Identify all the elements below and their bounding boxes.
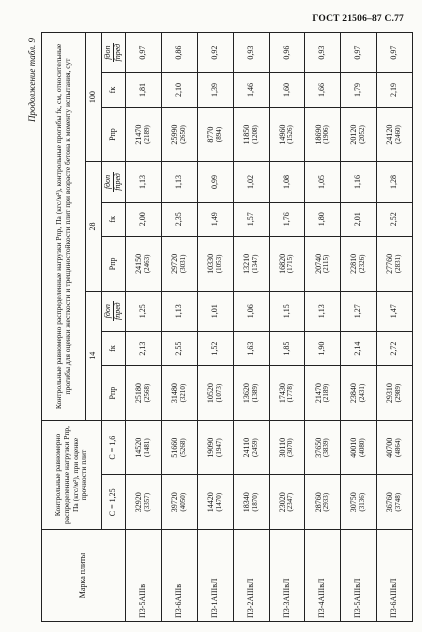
f-cell [269,202,305,236]
age-header: 14 [86,291,102,420]
p-kgf: (1347) [250,254,259,274]
p-value: 18690 [313,124,323,145]
p-value: 25180 [134,383,144,404]
ratio-numerator: fдоп [104,172,114,192]
value: 1,81 [138,83,148,98]
ratio-cell [341,162,377,202]
c16-cell [377,420,413,475]
c125-cell [161,475,197,530]
value: 1,13 [317,304,327,319]
c125-value: 32920 [134,492,144,513]
p-header: Pпр [102,237,126,292]
f-cell [341,73,377,107]
load-table [41,32,413,622]
value: 1,08 [281,174,291,189]
value: 1,13 [138,174,148,189]
table-continuation-caption: Продолжение табл. 9 [27,38,37,122]
f-cell [161,202,197,236]
value: П3-5АIIIв [138,584,148,618]
value: 1,60 [281,83,291,98]
value: 1,16 [353,174,363,189]
p-value: 27760 [385,253,395,274]
c125-kgf: (3357) [142,492,151,512]
p-value: 22810 [349,253,359,274]
p-kgf: (894) [214,126,223,143]
ratio-fraction [104,43,123,63]
mark-cell [197,530,233,622]
c125-cell [126,475,162,530]
f-cell [126,202,162,236]
p-kgf: (2052) [358,125,367,144]
c125-value: 36760 [385,492,395,513]
value: 2,13 [138,341,148,356]
value: 0,92 [209,45,219,60]
c16-kgf: (1947) [214,438,223,458]
table-row [269,33,305,622]
ratio-denominator: fпред [113,302,122,321]
table-row [126,33,162,622]
value: П3-4АIIIвЛ [317,578,327,618]
ratio-cell [305,291,341,331]
mark-cell [161,530,197,622]
c16-value: 30110 [277,437,287,458]
p-cell [233,237,269,292]
ratio-cell [377,291,413,331]
table-row [377,33,413,622]
value: 1,47 [389,304,399,319]
value: 2,10 [173,83,183,98]
ratio-denominator: fпред [113,173,122,191]
p-value: 24120 [385,124,395,145]
c16-cell [305,420,341,475]
table-row [341,33,377,622]
ratio-fraction [104,301,123,321]
value: 2,19 [389,83,399,98]
c16-cell [233,420,269,475]
f-header: fк [102,331,126,365]
age-header: 28 [86,162,102,291]
p-cell [126,107,162,162]
value: 0,97 [353,45,363,60]
mark-cell [233,530,269,622]
value: 2,14 [353,341,363,356]
f-cell [377,202,413,236]
ratio-cell [341,291,377,331]
c125-kgf: (1870) [250,492,259,512]
p-kgf: (2989) [394,383,403,403]
table-row [161,33,197,622]
ratio-cell [197,291,233,331]
p-cell [341,107,377,162]
mark-cell [377,530,413,622]
c125-kgf: (2347) [286,492,295,512]
value: 1,27 [353,304,363,319]
p-cell [197,107,233,162]
c16-kgf: (3070) [286,438,295,458]
p-kgf: (1778) [286,383,295,403]
f-cell [126,331,162,365]
ratio-cell [197,33,233,73]
rotated-sheet [25,32,415,622]
p-cell [305,366,341,421]
p-cell [377,107,413,162]
value: 1,90 [317,341,327,356]
ratio-cell [269,291,305,331]
p-kgf: (2463) [142,254,151,274]
p-kgf: (2568) [142,383,151,403]
p-cell [233,107,269,162]
ratio-cell [126,162,162,202]
value: 1,02 [245,174,255,189]
p-cell [305,237,341,292]
value: 1,76 [281,212,291,227]
p-kgf: (2326) [358,254,367,274]
value: 0,99 [209,174,219,189]
c125-cell [377,475,413,530]
c125-value: 28760 [313,492,323,513]
c125-value: 39720 [170,492,180,513]
ratio-cell [126,291,162,331]
f-cell [269,73,305,107]
ratio-numerator: fдоп [104,43,114,63]
c16-cell [269,420,305,475]
value: 1,80 [317,212,327,227]
p-cell [341,237,377,292]
p-kgf: (2431) [358,383,367,403]
table-row [233,33,269,622]
c125-kgf: (3748) [394,492,403,512]
p-kgf: (2189) [142,125,151,144]
value: 1,01 [209,304,219,319]
ratio-cell [377,162,413,202]
p-value: 13620 [241,383,251,404]
ratio-header [102,291,126,331]
ratio-cell [269,162,305,202]
c16-value: 24110 [241,437,251,458]
p-value: 29310 [385,383,395,404]
p-value: 8770 [205,126,215,143]
p-cell [197,237,233,292]
value: П3-1АIIIвЛ [209,578,219,618]
value: 2,35 [173,212,183,227]
value: 1,63 [245,341,255,356]
p-cell [269,366,305,421]
p-kgf: (1715) [286,254,295,274]
p-kgf: (3210) [178,383,187,403]
ratio-cell [305,162,341,202]
mark-cell [341,530,377,622]
p-kgf: (1906) [322,125,331,144]
ratio-numerator: fдоп [104,301,114,321]
value: 1,25 [138,304,148,319]
value: 1,52 [209,341,219,356]
c16-kgf: (4864) [394,438,403,458]
p-cell [233,366,269,421]
value: 1,15 [281,304,291,319]
p-kgf: (2831) [394,254,403,274]
value: 1,13 [173,304,183,319]
c16-value: 37650 [313,437,323,458]
value: 1,46 [245,83,255,98]
c16-value: 51660 [170,437,180,458]
value: 2,01 [353,212,363,227]
p-kgf: (3031) [178,254,187,274]
value: 2,72 [389,341,399,356]
f-cell [305,331,341,365]
p-cell [305,107,341,162]
f-cell [126,73,162,107]
p-value: 11850 [241,124,251,145]
f-cell [341,331,377,365]
ratio-cell [197,162,233,202]
value: 0,97 [138,45,148,60]
ratio-cell [377,33,413,73]
value: 1,28 [389,174,399,189]
page-header: ГОСТ 21506–87 С.77 [312,14,404,24]
p-cell [161,237,197,292]
value: 1,13 [173,174,183,189]
p-kgf: (2650) [178,125,187,144]
ratio-cell [126,33,162,73]
p-value: 20120 [349,124,359,145]
p-value: 31480 [170,383,180,404]
f-cell [269,331,305,365]
f-header: fк [102,202,126,236]
c125-header: C = 1,25 [102,475,126,530]
value: 1,05 [317,174,327,189]
p-kgf: (1526) [286,125,295,144]
c125-kgf: (3136) [358,492,367,512]
c16-cell [341,420,377,475]
f-cell [161,73,197,107]
mark-header: Марка плиты [42,530,126,622]
c16-cell [161,420,197,475]
f-cell [377,73,413,107]
p-header: Pпр [102,107,126,162]
control-load-header: Контрольные равномерно распределенные нагрузки Рпр, Па (кгс/м²), при оценке прочности плит [42,420,102,529]
table-row [197,33,233,622]
p-value: 14960 [277,124,287,145]
p-cell [197,366,233,421]
ratio-cell [161,33,197,73]
value: 1,79 [353,83,363,98]
ratio-header [102,162,126,202]
c16-kgf: (1481) [142,438,151,458]
value: 1,57 [245,212,255,227]
value: 1,66 [317,83,327,98]
p-value: 20740 [313,253,323,274]
value: П3-5АIIIвЛ [353,578,363,618]
c125-value: 30750 [349,492,359,513]
f-cell [233,331,269,365]
p-kgf: (1053) [214,254,223,274]
ratio-denominator: fпред [113,43,122,62]
f-cell [233,202,269,236]
p-value: 10520 [205,383,215,404]
value: 0,86 [173,45,183,60]
c125-value: 18340 [241,492,251,513]
mark-cell [269,530,305,622]
value: П3-6АIIIв [173,584,183,618]
c125-kgf: (1470) [214,492,223,512]
value: 0,97 [389,45,399,60]
p-cell [341,366,377,421]
p-kgf: (2115) [322,254,331,274]
p-kgf: (1073) [214,383,223,403]
value: 2,55 [173,341,183,356]
p-value: 21470 [134,124,144,145]
mark-cell [305,530,341,622]
f-cell [197,331,233,365]
p-cell [161,107,197,162]
c125-value: 23020 [277,492,287,513]
c125-kgf: (4050) [178,492,187,512]
c16-header: C = 1,6 [102,420,126,475]
f-cell [233,73,269,107]
c16-kgf: (4080) [358,438,367,458]
p-value: 16820 [277,253,287,274]
c125-cell [269,475,305,530]
ratio-cell [161,162,197,202]
f-cell [305,202,341,236]
c125-cell [233,475,269,530]
c125-cell [341,475,377,530]
c16-value: 40700 [385,437,395,458]
ratio-cell [161,291,197,331]
mark-cell [126,530,162,622]
p-value: 13210 [241,253,251,274]
p-cell [377,237,413,292]
p-cell [126,366,162,421]
p-value: 21470 [313,383,323,404]
p-cell [161,366,197,421]
ratio-header [102,33,126,73]
value: 1,39 [209,83,219,98]
p-value: 24150 [134,253,144,274]
f-cell [377,331,413,365]
p-value: 25990 [170,124,180,145]
ratio-cell [341,33,377,73]
c16-kgf: (5268) [178,438,187,458]
p-kgf: (1208) [250,125,259,144]
c16-kgf: (2459) [250,438,259,458]
value: 2,00 [138,212,148,227]
ratio-cell [305,33,341,73]
p-cell [269,107,305,162]
c16-value: 40010 [349,437,359,458]
control-stiffness-header: Контрольные равномерно распределенные нагрузки Рпр, Па (кгс/м²), контрольные прогибы fк, см, относительные прогибы для оценки жесткости и трещиностойкости плит при возрасте бетона к моменту испытания, сут [42,33,86,421]
f-cell [197,73,233,107]
value: П3-3АIIIвЛ [281,578,291,618]
f-cell [305,73,341,107]
c16-kgf: (3839) [322,438,331,458]
c16-cell [126,420,162,475]
p-value: 10330 [205,253,215,274]
age-header: 100 [86,33,102,162]
c16-cell [197,420,233,475]
p-header: Pпр [102,366,126,421]
c125-value: 14420 [205,492,215,513]
f-cell [341,202,377,236]
value: П3-2АIIIвЛ [245,578,255,618]
c125-cell [197,475,233,530]
p-kgf: (2460) [394,125,403,144]
f-cell [197,202,233,236]
value: 0,93 [245,45,255,60]
value: 1,85 [281,341,291,356]
p-kgf: (2189) [322,383,331,403]
value: П3-6АIIIвЛ [389,578,399,618]
f-header: fк [102,73,126,107]
value: 1,49 [209,212,219,227]
ratio-cell [233,162,269,202]
p-value: 17430 [277,383,287,404]
p-kgf: (1389) [250,383,259,403]
c125-cell [305,475,341,530]
p-cell [126,237,162,292]
value: 2,52 [389,212,399,227]
c16-value: 19090 [205,437,215,458]
ratio-cell [233,33,269,73]
c125-kgf: (2933) [322,492,331,512]
f-cell [161,331,197,365]
table-rotation-frame [25,32,415,622]
c16-value: 14520 [134,437,144,458]
p-value: 23840 [349,383,359,404]
p-cell [269,237,305,292]
ratio-cell [233,291,269,331]
p-cell [377,366,413,421]
table-row [305,33,341,622]
ratio-fraction [104,172,123,192]
value: 0,93 [317,45,327,60]
p-value: 29720 [170,253,180,274]
ratio-cell [269,33,305,73]
value: 1,06 [245,304,255,319]
value: 0,96 [281,45,291,60]
